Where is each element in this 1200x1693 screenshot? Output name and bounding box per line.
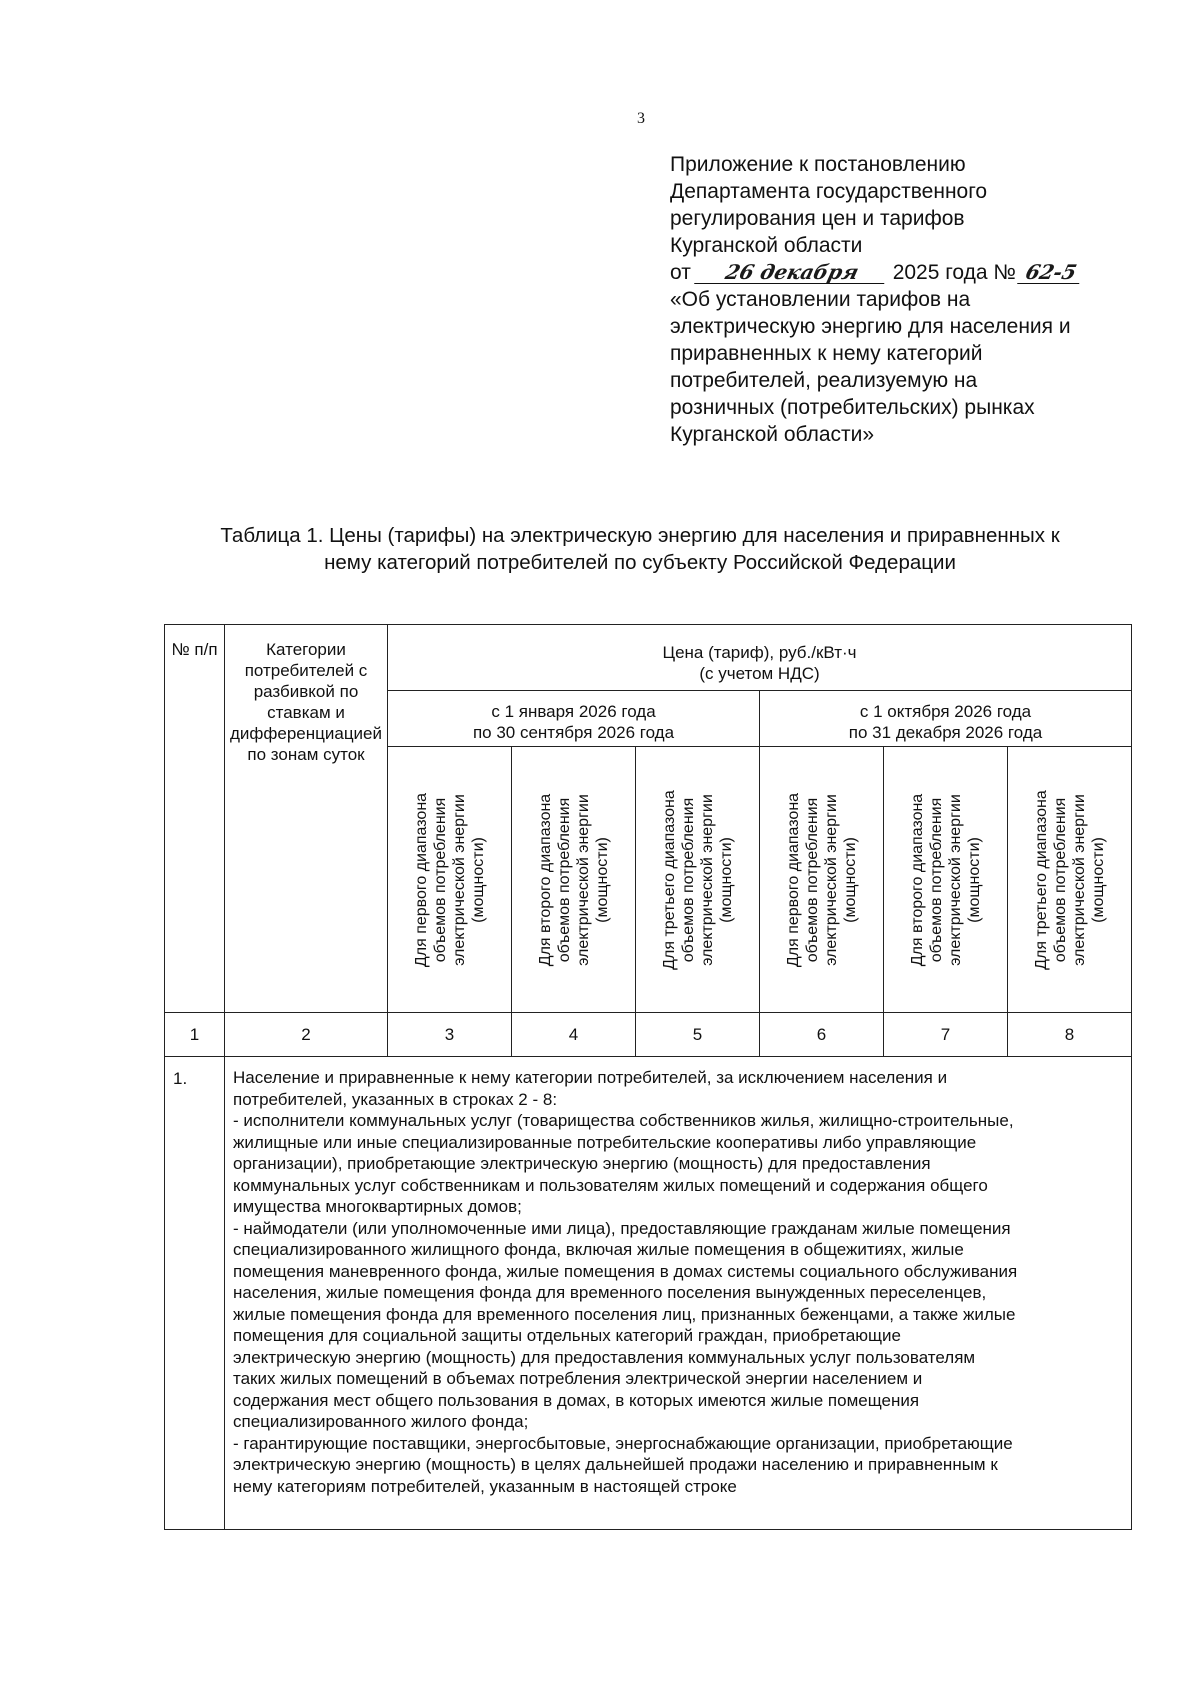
caption-line: Таблица 1. Цены (тарифы) на электрическую энергию для населения и приравненных к (220, 524, 1060, 547)
appendix-title-line: потребителей, реализуемую на (670, 369, 978, 392)
column-number: 2 (225, 1013, 388, 1057)
appendix-title-line: Курганской области» (670, 423, 875, 446)
header-band-6: Для третьего диапазона объемов потребления электрической энергии (мощности) (1008, 747, 1132, 1013)
header-price: Цена (тариф), руб./кВт·ч (с учетом НДС) (388, 625, 1132, 691)
column-number: 8 (1008, 1013, 1132, 1057)
header-period-2: с 1 октября 2026 года по 31 декабря 2026 года (760, 691, 1132, 747)
row-line: помещения маневренного фонда, жилые помещения в домах системы социального обслуживания (233, 1261, 1018, 1281)
handwritten-date: 26 декабря (694, 261, 890, 284)
appendix-title-line: приравненных к нему категорий (670, 342, 983, 365)
row-line: электрическую энергию (мощность) для предоставления коммунальных услуг пользователям (233, 1347, 976, 1367)
appendix-block (670, 151, 1140, 448)
row-line: нему категориям потребителей, указанным в настоящей строке (233, 1476, 737, 1496)
row-line: помещения для социальной защиты отдельных категорий граждан, приобретающие (233, 1326, 901, 1345)
row-line: потребителей, указанных в строках 2 - 8: (233, 1089, 558, 1109)
row-line: специализированного жилищного фонда, включая жилые помещения в общежитиях, жилые (233, 1240, 964, 1259)
header-num: № п/п (165, 625, 225, 1013)
appendix-title-line: «Об установлении тарифов на (670, 288, 971, 311)
appendix-title-line: электрическую энергию для населения и (670, 315, 1071, 338)
row-line: - гарантирующие поставщики, энергосбытовые, энергоснабжающие организации, приобретающие (233, 1433, 1013, 1453)
year-text: 2025 года № (892, 261, 1016, 284)
column-number: 4 (512, 1013, 636, 1057)
column-number: 7 (884, 1013, 1008, 1057)
appendix-line: Курганской области (670, 234, 863, 257)
row-line: жилые помещения фонда для временного поселения лиц, признанных беженцами, а также жилые (233, 1304, 1016, 1324)
column-number: 1 (165, 1013, 225, 1057)
header-period-1: с 1 января 2026 года по 30 сентября 2026 года (388, 691, 760, 747)
column-number: 3 (388, 1013, 512, 1057)
column-number: 6 (760, 1013, 884, 1057)
header-band-5: Для второго диапазона объемов потребления электрической энергии (мощности) (884, 747, 1008, 1013)
column-number: 5 (636, 1013, 760, 1057)
handwritten-number: 62-5 (1017, 261, 1085, 284)
header-band-4: Для первого диапазона объемов потребления электрической энергии (мощности) (760, 747, 884, 1013)
row-line: - наймодатели (или уполномоченные ими лица), предоставляющие гражданам жилые помещения (233, 1218, 1011, 1238)
header-band-2: Для второго диапазона объемов потребления электрической энергии (мощности) (512, 747, 636, 1013)
row-line: - исполнители коммунальных услуг (товарищества собственников жилья, жилищно-строительные, (233, 1111, 1014, 1130)
column-number-row (165, 1013, 1132, 1057)
date-prefix: от (670, 261, 691, 284)
row-line: имущества многоквартирных домов; (233, 1197, 522, 1216)
caption-line: нему категорий потребителей по субъекту Российской Федерации (324, 551, 956, 574)
appendix-line: Департамента государственного (670, 180, 988, 203)
row-line: электрическую энергию (мощность) в целях дальнейшей продажи населению и приравненным к (233, 1455, 998, 1474)
appendix-title-line: розничных (потребительских) рынках (670, 396, 1035, 419)
row-line: таких жилых помещений в объемах потребления электрической энергии населением и (233, 1369, 923, 1388)
table-row (165, 1057, 1132, 1530)
row-line: населения, жилые помещения фонда для временного поселения вынужденных переселенцев, (233, 1283, 987, 1302)
header-band-3: Для третьего диапазона объемов потребления электрической энергии (мощности) (636, 747, 760, 1013)
header-band-1: Для первого диапазона объемов потребления электрической энергии (мощности) (388, 747, 512, 1013)
row-line: жилищные или иные специализированные потребительские кооперативы либо управляющие (233, 1132, 977, 1152)
row-line: коммунальных услуг собственникам и пользователям жилых помещений и содержания общего (233, 1175, 988, 1195)
row-description (225, 1057, 1132, 1530)
row-line: Население и приравненные к нему категории потребителей, за исключением населения и (233, 1068, 948, 1087)
header-category: Категории потребителей с разбивкой по ставкам и дифференциацией по зонам суток (225, 625, 388, 1013)
row-line: специализированного жилого фонда; (233, 1412, 529, 1431)
row-line: содержания мест общего пользования в домах, в которых имеются жилые помещения (233, 1390, 920, 1410)
table-caption (160, 522, 1120, 576)
row-line: организации), приобретающие электрическую энергию (мощность) для предоставления (233, 1154, 931, 1173)
appendix-date-line (670, 259, 1140, 286)
page-number: 3 (637, 110, 645, 127)
appendix-line: регулирования цен и тарифов (670, 207, 965, 230)
appendix-line: Приложение к постановлению (670, 153, 966, 176)
tariff-table (164, 624, 1132, 1530)
row-number: 1. (165, 1057, 225, 1530)
